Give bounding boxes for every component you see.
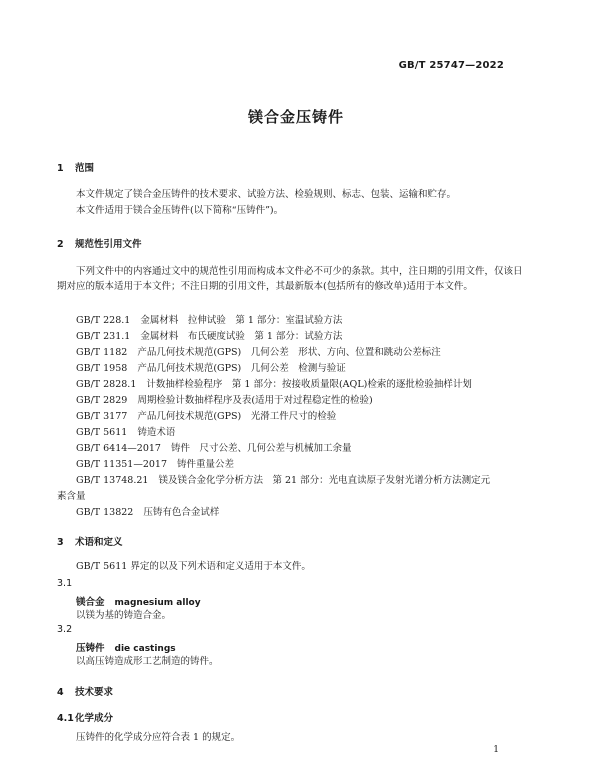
section-2-heading: [57, 236, 142, 250]
reference-item: [76, 504, 219, 518]
ref-code: GB/T 228.1: [76, 315, 131, 326]
reference-item: [76, 472, 490, 486]
subsection-number: 4.1: [57, 713, 74, 724]
ref-title: 铸造术语: [137, 427, 176, 438]
section-title: 术语和定义: [75, 537, 123, 548]
term-entry: [76, 640, 176, 654]
ref-title: 金属材料 布氏硬度试验 第 1 部分：试验方法: [140, 331, 343, 342]
ref-title: 产品几何技术规范(GPS) 几何公差 形状、方向、位置和跳动公差标注: [137, 347, 441, 358]
ref-code: GB/T 6414—2017: [76, 443, 161, 454]
subsection-title: 化学成分: [75, 713, 114, 724]
ref-code: GB/T 13748.21: [76, 475, 149, 486]
document-title: 镁合金压铸件: [247, 108, 344, 126]
section-3-heading: [57, 534, 123, 548]
ref-code: GB/T 11351—2017: [76, 459, 168, 470]
ref-code: GB/T 231.1: [76, 331, 131, 342]
ref-title: 产品几何技术规范(GPS) 光滑工件尺寸的检验: [137, 411, 337, 422]
reference-item: [76, 456, 234, 470]
subsection-4-1-heading: [57, 710, 113, 724]
ref-code: GB/T 1958: [76, 363, 128, 374]
section-title: 规范性引用文件: [75, 239, 142, 250]
ref-code: GB/T 1182: [76, 347, 128, 358]
reference-continuation: 素含量: [57, 491, 86, 502]
reference-item: [76, 376, 472, 390]
ref-title: 压铸有色合金试样: [143, 507, 220, 518]
section-number: 2: [57, 239, 64, 250]
ref-code: GB/T 13822: [76, 507, 134, 518]
term-en: magnesium alloy: [114, 598, 201, 608]
reference-item: [76, 424, 175, 438]
section-4-heading: [57, 684, 113, 698]
reference-item: [76, 344, 441, 358]
section-title: 技术要求: [75, 687, 114, 698]
section-1-heading: [57, 160, 94, 174]
standard-code: GB/T 25747—2022: [398, 60, 504, 71]
ref-code: GB/T 5611: [76, 427, 128, 438]
section-number: 1: [57, 163, 64, 174]
reference-item: [76, 408, 336, 422]
term-entry: [76, 594, 201, 608]
ref-title: 周期检验计数抽样程序及表(适用于对过程稳定性的检验): [137, 395, 373, 406]
ref-title: 计数抽样检验程序 第 1 部分：按接收质量限(AQL)检索的逐批检验抽样计划: [146, 379, 472, 390]
reference-item: [76, 392, 373, 406]
term-number: 3.2: [57, 624, 73, 635]
term-en: die castings: [114, 644, 176, 654]
reference-item: [76, 328, 342, 342]
term-zh: 镁合金: [76, 597, 105, 608]
ref-code: GB/T 2829: [76, 395, 128, 406]
section-number: 3: [57, 537, 64, 548]
intro-text: 下列文件中的内容通过文中的规范性引用而构成本文件必不可少的条款。其中，注日期的引用文件，仅该日期对应的版本适用于本文件；不注日期的引用文件，其最新版本(包括所有的修改单)适用于本文件。: [57, 266, 523, 292]
ref-title: 金属材料 拉伸试验 第 1 部分：室温试验方法: [140, 315, 343, 326]
page-number: 1: [493, 745, 499, 755]
term-zh: 压铸件: [76, 643, 105, 654]
ref-title: 铸件 尺寸公差、几何公差与机械加工余量: [170, 443, 352, 454]
term-definition: 以镁为基的铸造合金。: [76, 610, 172, 621]
reference-item: [76, 312, 342, 326]
reference-item: [76, 440, 352, 454]
ref-code: GB/T 3177: [76, 411, 128, 422]
ref-title: 镁及镁合金化学分析方法 第 21 部分：光电直读原子发射光谱分析方法测定元: [158, 475, 491, 486]
section-number: 4: [57, 687, 64, 698]
section-title: 范围: [75, 163, 95, 174]
term-number: 3.1: [57, 578, 73, 589]
paragraph: GB/T 5611 界定的以及下列术语和定义适用于本文件。: [76, 561, 311, 572]
term-definition: 以高压铸造成形工艺制造的铸件。: [76, 656, 219, 667]
ref-title: 铸件重量公差: [177, 459, 235, 470]
ref-code: GB/T 2828.1: [76, 379, 137, 390]
references-intro: [57, 265, 531, 294]
paragraph: 本文件规定了镁合金压铸件的技术要求、试验方法、检验规则、标志、包装、运输和贮存。: [76, 189, 457, 200]
paragraph: 压铸件的化学成分应符合表 1 的规定。: [76, 732, 241, 743]
paragraph: 本文件适用于镁合金压铸件(以下简称“压铸件”)。: [76, 205, 284, 216]
reference-item: [76, 360, 346, 374]
ref-title: 产品几何技术规范(GPS) 几何公差 检测与验证: [137, 363, 346, 374]
